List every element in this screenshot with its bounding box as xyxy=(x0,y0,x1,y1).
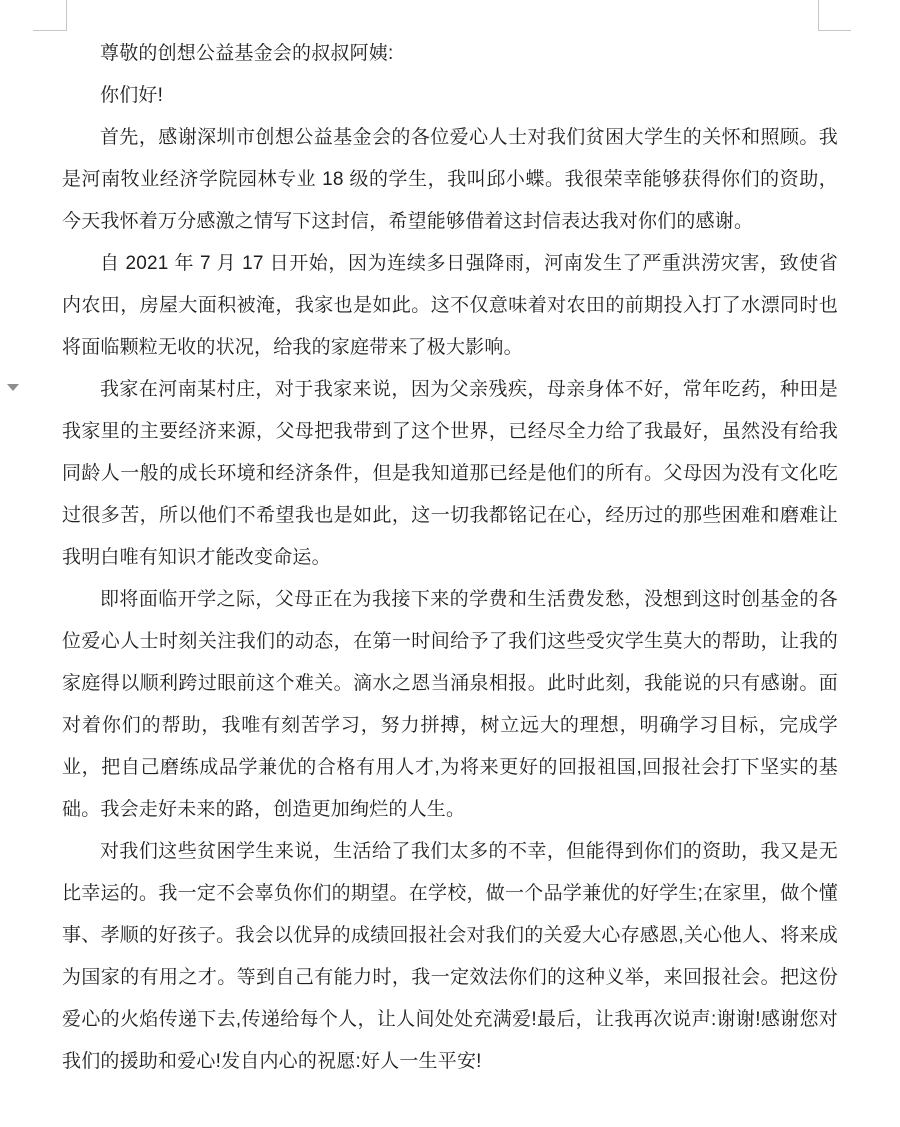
margin-crop-mark-top-left-horizontal xyxy=(33,30,67,31)
letter-greeting[interactable]: 你们好! xyxy=(100,85,164,106)
letter-salutation[interactable]: 尊敬的创想公益基金会的叔叔阿姨: xyxy=(100,43,394,64)
letter-paragraph[interactable]: 我家在河南某村庄，对于我家来说，因为父亲残疾，母亲身体不好，常年吃药，种田是我家里的主要经济来源，父母把我带到了这个世界，已经尽全力给了我最好，虽然没有给我同龄人一般的成长环境和经济条件，但是我知道那已经是他们的所有。父母因为没有文化吃过很多苦，所以他们不希望我也是如此，这一切我都铭记在心，经历过的那些困难和磨难让我明白唯有知识才能改变命运。 xyxy=(62,379,838,568)
margin-crop-mark-top-left-vertical xyxy=(66,0,67,30)
margin-crop-mark-top-right-vertical xyxy=(818,0,819,30)
letter-paragraph[interactable]: 首先，感谢深圳市创想公益基金会的各位爱心人士对我们贫困大学生的关怀和照顾。我是河南牧业经济学院园林专业 18 级的学生，我叫邱小蝶。我很荣幸能够获得你们的资助，今天我怀着万分感激之情写下这封信，希望能够借着这封信表达我对你们的感谢。 xyxy=(62,127,838,232)
margin-crop-mark-top-right-horizontal xyxy=(818,30,851,31)
letter-body[interactable] xyxy=(62,33,838,1083)
letter-paragraph[interactable]: 对我们这些贫困学生来说，生活给了我们太多的不幸，但能得到你们的资助，我又是无比幸运的。我一定不会辜负你们的期望。在学校，做一个品学兼优的好学生;在家里，做个懂事、孝顺的好孩子。我会以优异的成绩回报社会对我们的关爱大心存感恩,关心他人、将来成为国家的有用之才。等到自己有能力时，我一定效法你们的这种义举，来回报社会。把这份爱心的火焰传递下去,传递给每个人，让人间处处充满爱!最后，让我再次说声:谢谢!感谢您对我们的援助和爱心!发自内心的祝愿:好人一生平安! xyxy=(62,841,838,1072)
letter-paragraph[interactable]: 即将面临开学之际，父母正在为我接下来的学费和生活费发愁，没想到这时创基金的各位爱心人士时刻关注我们的动态，在第一时间给予了我们这些受灾学生莫大的帮助，让我的家庭得以顺利跨过眼前这个难关。滴水之恩当涌泉相报。此时此刻，我能说的只有感谢。面对着你们的帮助，我唯有刻苦学习，努力拼搏，树立远大的理想，明确学习目标，完成学业，把自己磨练成品学兼优的合格有用人才,为将来更好的回报祖国,回报社会打下坚实的基础。我会走好未来的路，创造更加绚烂的人生。 xyxy=(62,589,838,820)
letter-paragraph[interactable]: 自 2021 年 7 月 17 日开始，因为连续多日强降雨，河南发生了严重洪涝灾害，致使省内农田，房屋大面积被淹，我家也是如此。这不仅意味着对农田的前期投入打了水漂同时也将面临颗粒无收的状况，给我的家庭带来了极大影响。 xyxy=(62,253,838,358)
collapse-arrow-icon[interactable] xyxy=(7,384,19,391)
